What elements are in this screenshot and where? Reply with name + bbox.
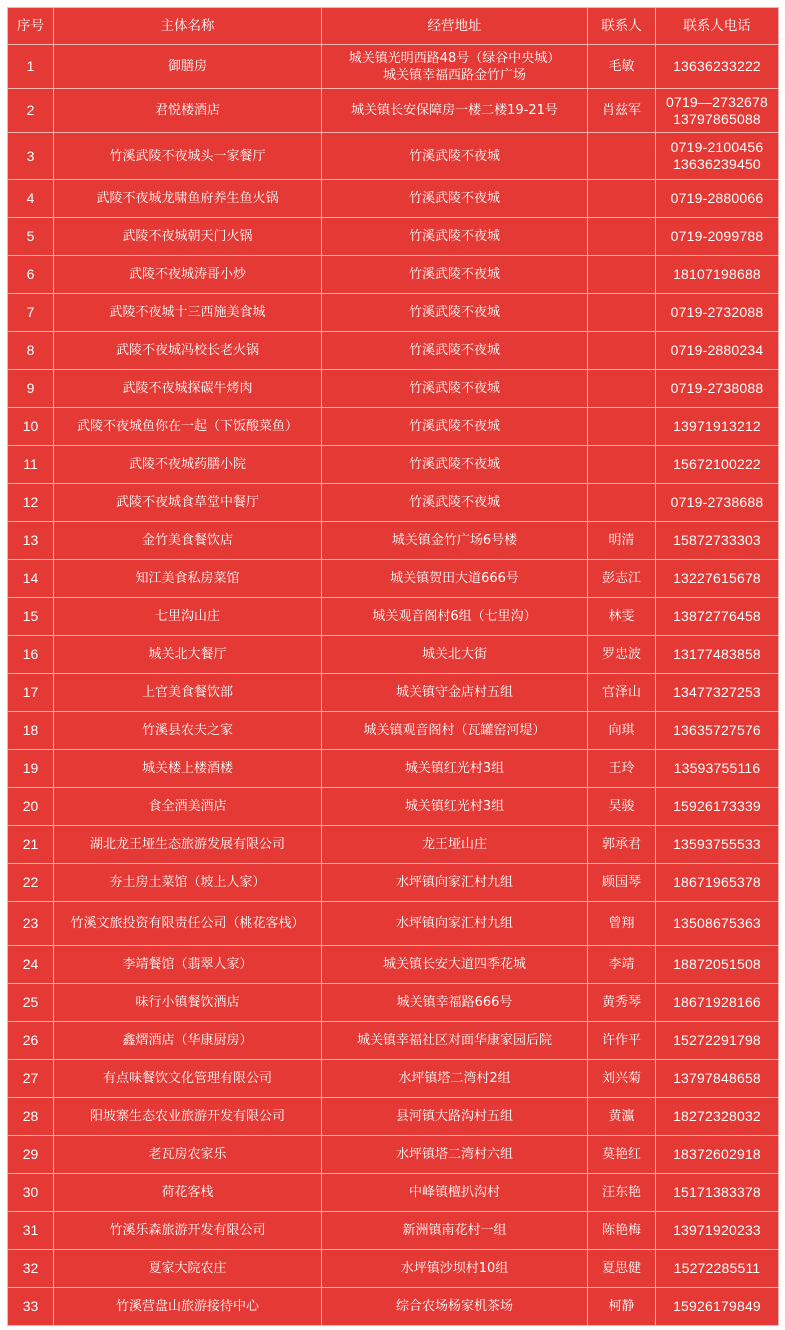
contact-phone-cell bbox=[656, 294, 779, 332]
contact-person-cell: 毛敏 bbox=[588, 45, 656, 89]
contact-person-cell: 黄秀琴 bbox=[588, 984, 656, 1022]
business-name-cell: 武陵不夜城龙啸鱼府养生鱼火锅 bbox=[54, 180, 322, 218]
address-line: 县河镇大路沟村五组 bbox=[395, 1109, 513, 1124]
address-line: 竹溪武陵不夜城 bbox=[408, 419, 500, 434]
row-number-cell: 5 bbox=[8, 218, 54, 256]
contact-phone-cell bbox=[656, 45, 779, 89]
table-row bbox=[8, 636, 779, 674]
contact-person-cell bbox=[588, 294, 656, 332]
phone-line: 0719-2880066 bbox=[670, 190, 764, 206]
contact-person-cell: 向琪 bbox=[588, 712, 656, 750]
business-name-cell: 阳坡寨生态农业旅游开发有限公司 bbox=[54, 1098, 322, 1136]
contact-phone-cell bbox=[656, 1136, 779, 1174]
phone-line: 0719-2099788 bbox=[670, 228, 764, 244]
header-address: 经营地址 bbox=[322, 8, 588, 45]
row-number-cell: 20 bbox=[8, 788, 54, 826]
address-line: 中峰镇檀扒沟村 bbox=[408, 1185, 500, 1200]
phone-line: 13797865088 bbox=[673, 110, 761, 127]
contact-phone-cell bbox=[656, 788, 779, 826]
business-name-cell: 上官美食餐饮部 bbox=[54, 674, 322, 712]
business-address-cell bbox=[322, 946, 588, 984]
restaurant-table-container bbox=[7, 7, 778, 1326]
header-phone: 联系人电话 bbox=[656, 8, 779, 45]
address-line: 竹溪武陵不夜城 bbox=[408, 495, 500, 510]
row-number-cell: 31 bbox=[8, 1212, 54, 1250]
address-line: 水坪镇向家汇村九组 bbox=[395, 916, 513, 931]
business-address-cell bbox=[322, 1098, 588, 1136]
contact-person-cell bbox=[588, 180, 656, 218]
table-row bbox=[8, 180, 779, 218]
address-line: 城关镇红光村3组 bbox=[404, 799, 505, 814]
business-name-cell: 鑫熠酒店（华康厨房） bbox=[54, 1022, 322, 1060]
contact-person-cell: 明清 bbox=[588, 522, 656, 560]
table-body bbox=[8, 45, 779, 1326]
restaurant-list-table bbox=[7, 7, 779, 1326]
table-row bbox=[8, 484, 779, 522]
business-name-cell: 七里沟山庄 bbox=[54, 598, 322, 636]
contact-person-cell: 陈艳梅 bbox=[588, 1212, 656, 1250]
contact-phone-cell bbox=[656, 636, 779, 674]
address-line: 竹溪武陵不夜城 bbox=[408, 305, 500, 320]
contact-phone-cell bbox=[656, 89, 779, 133]
business-address-cell bbox=[322, 89, 588, 133]
business-name-cell: 武陵不夜城朝天门火锅 bbox=[54, 218, 322, 256]
contact-person-cell bbox=[588, 332, 656, 370]
contact-phone-cell bbox=[656, 446, 779, 484]
phone-line: 13508675363 bbox=[673, 915, 761, 931]
contact-person-cell bbox=[588, 484, 656, 522]
table-row bbox=[8, 1288, 779, 1326]
address-line: 竹溪武陵不夜城 bbox=[408, 148, 500, 164]
table-row bbox=[8, 218, 779, 256]
table-row bbox=[8, 1060, 779, 1098]
address-line: 城关镇观音阁村（瓦罐窑河堤） bbox=[363, 723, 546, 738]
contact-person-cell: 郭承君 bbox=[588, 826, 656, 864]
address-line: 水坪镇向家汇村九组 bbox=[395, 875, 513, 890]
contact-phone-cell bbox=[656, 256, 779, 294]
address-line: 水坪镇沙坝村10组 bbox=[400, 1261, 509, 1276]
business-name-cell: 武陵不夜城食草堂中餐厅 bbox=[54, 484, 322, 522]
business-address-cell bbox=[322, 712, 588, 750]
contact-phone-cell bbox=[656, 370, 779, 408]
contact-person-cell: 许作平 bbox=[588, 1022, 656, 1060]
address-line: 龙王垭山庄 bbox=[421, 837, 487, 852]
table-row bbox=[8, 712, 779, 750]
phone-line: 13227615678 bbox=[673, 570, 761, 586]
business-address-cell bbox=[322, 1060, 588, 1098]
contact-person-cell bbox=[588, 256, 656, 294]
contact-phone-cell bbox=[656, 984, 779, 1022]
address-line: 竹溪武陵不夜城 bbox=[408, 229, 500, 244]
business-address-cell bbox=[322, 750, 588, 788]
contact-person-cell: 肖兹军 bbox=[588, 89, 656, 133]
table-row bbox=[8, 1098, 779, 1136]
row-number-cell: 24 bbox=[8, 946, 54, 984]
business-name-cell: 李靖餐馆（翡翠人家） bbox=[54, 946, 322, 984]
table-row bbox=[8, 674, 779, 712]
contact-phone-cell bbox=[656, 1250, 779, 1288]
table-row bbox=[8, 788, 779, 826]
address-line: 竹溪武陵不夜城 bbox=[408, 381, 500, 396]
phone-line: 18872051508 bbox=[673, 956, 761, 972]
contact-person-cell: 官泽山 bbox=[588, 674, 656, 712]
table-row bbox=[8, 370, 779, 408]
business-name-cell: 城关北大餐厅 bbox=[54, 636, 322, 674]
contact-phone-cell bbox=[656, 218, 779, 256]
business-address-cell bbox=[322, 446, 588, 484]
table-row bbox=[8, 446, 779, 484]
contact-phone-cell bbox=[656, 1098, 779, 1136]
contact-phone-cell bbox=[656, 180, 779, 218]
business-address-cell bbox=[322, 133, 588, 180]
contact-person-cell bbox=[588, 370, 656, 408]
contact-person-cell bbox=[588, 133, 656, 180]
contact-person-cell: 黄瀛 bbox=[588, 1098, 656, 1136]
address-line: 竹溪武陵不夜城 bbox=[408, 457, 500, 472]
table-row bbox=[8, 902, 779, 946]
phone-line: 15926179849 bbox=[673, 1298, 761, 1314]
business-address-cell bbox=[322, 636, 588, 674]
phone-line: 15272285511 bbox=[673, 1260, 761, 1276]
business-name-cell: 夏家大院农庄 bbox=[54, 1250, 322, 1288]
business-address-cell bbox=[322, 902, 588, 946]
address-line: 城关镇光明西路48号（绿谷中央城） bbox=[348, 50, 561, 66]
contact-phone-cell bbox=[656, 902, 779, 946]
contact-person-cell bbox=[588, 218, 656, 256]
phone-line: 13635727576 bbox=[673, 722, 761, 738]
phone-line: 18272328032 bbox=[673, 1108, 761, 1124]
row-number-cell: 2 bbox=[8, 89, 54, 133]
address-line: 城关镇长安保障房一楼二楼19-21号 bbox=[351, 103, 558, 118]
phone-line: 0719-2738688 bbox=[670, 494, 764, 510]
contact-phone-cell bbox=[656, 598, 779, 636]
phone-line: 15872733303 bbox=[673, 532, 761, 548]
business-address-cell bbox=[322, 484, 588, 522]
address-line: 城关镇幸福西路金竹广场 bbox=[382, 67, 526, 83]
contact-phone-cell bbox=[656, 674, 779, 712]
contact-phone-cell bbox=[656, 1060, 779, 1098]
row-number-cell: 26 bbox=[8, 1022, 54, 1060]
business-address-cell bbox=[322, 1212, 588, 1250]
row-number-cell: 17 bbox=[8, 674, 54, 712]
address-line: 水坪镇塔二湾村2组 bbox=[398, 1071, 511, 1086]
business-name-cell: 湖北龙王垭生态旅游发展有限公司 bbox=[54, 826, 322, 864]
business-address-cell bbox=[322, 218, 588, 256]
business-address-cell bbox=[322, 256, 588, 294]
business-name-cell: 竹溪营盘山旅游接待中心 bbox=[54, 1288, 322, 1326]
address-line: 竹溪武陵不夜城 bbox=[408, 267, 500, 282]
contact-person-cell: 彭志江 bbox=[588, 560, 656, 598]
phone-line: 18671928166 bbox=[673, 994, 761, 1010]
contact-phone-cell bbox=[656, 522, 779, 560]
table-row bbox=[8, 1250, 779, 1288]
contact-person-cell: 汪东艳 bbox=[588, 1174, 656, 1212]
header-name: 主体名称 bbox=[54, 8, 322, 45]
row-number-cell: 33 bbox=[8, 1288, 54, 1326]
row-number-cell: 23 bbox=[8, 902, 54, 946]
table-row bbox=[8, 560, 779, 598]
row-number-cell: 11 bbox=[8, 446, 54, 484]
row-number-cell: 10 bbox=[8, 408, 54, 446]
phone-line: 13872776458 bbox=[673, 608, 761, 624]
table-row bbox=[8, 984, 779, 1022]
address-line: 综合农场杨家机茶场 bbox=[395, 1299, 513, 1314]
business-name-cell: 竹溪文旅投资有限责任公司（桃花客栈） bbox=[54, 902, 322, 946]
business-name-cell: 知江美食私房菜馆 bbox=[54, 560, 322, 598]
business-address-cell bbox=[322, 864, 588, 902]
table-row bbox=[8, 522, 779, 560]
phone-line: 13636233222 bbox=[673, 58, 761, 74]
table-row bbox=[8, 89, 779, 133]
business-name-cell: 武陵不夜城涛哥小炒 bbox=[54, 256, 322, 294]
business-name-cell: 味行小镇餐饮酒店 bbox=[54, 984, 322, 1022]
business-name-cell: 有点味餐饮文化管理有限公司 bbox=[54, 1060, 322, 1098]
phone-line: 13971920233 bbox=[673, 1222, 761, 1238]
header-contact: 联系人 bbox=[588, 8, 656, 45]
address-line: 城关镇长安大道四季花城 bbox=[382, 957, 526, 972]
address-line: 竹溪武陵不夜城 bbox=[408, 191, 500, 206]
business-name-cell: 武陵不夜城药膳小院 bbox=[54, 446, 322, 484]
table-row bbox=[8, 598, 779, 636]
contact-phone-cell bbox=[656, 484, 779, 522]
row-number-cell: 29 bbox=[8, 1136, 54, 1174]
phone-line: 0719-2738088 bbox=[670, 380, 764, 396]
contact-phone-cell bbox=[656, 826, 779, 864]
contact-phone-cell bbox=[656, 712, 779, 750]
row-number-cell: 13 bbox=[8, 522, 54, 560]
table-row bbox=[8, 750, 779, 788]
contact-person-cell bbox=[588, 446, 656, 484]
address-line: 城关镇红光村3组 bbox=[404, 761, 505, 776]
business-address-cell bbox=[322, 826, 588, 864]
row-number-cell: 14 bbox=[8, 560, 54, 598]
phone-line: 18372602918 bbox=[673, 1146, 761, 1162]
table-row bbox=[8, 133, 779, 180]
row-number-cell: 18 bbox=[8, 712, 54, 750]
business-address-cell bbox=[322, 522, 588, 560]
business-address-cell bbox=[322, 984, 588, 1022]
business-name-cell: 老瓦房农家乐 bbox=[54, 1136, 322, 1174]
contact-person-cell: 刘兴菊 bbox=[588, 1060, 656, 1098]
business-address-cell bbox=[322, 1136, 588, 1174]
business-address-cell bbox=[322, 1250, 588, 1288]
address-line: 新洲镇南花村一组 bbox=[402, 1223, 507, 1238]
address-line: 城关镇守金店村五组 bbox=[395, 685, 513, 700]
business-address-cell bbox=[322, 1288, 588, 1326]
phone-line: 18671965378 bbox=[673, 874, 761, 890]
row-number-cell: 32 bbox=[8, 1250, 54, 1288]
contact-phone-cell bbox=[656, 332, 779, 370]
business-address-cell bbox=[322, 294, 588, 332]
table-row bbox=[8, 1212, 779, 1250]
contact-phone-cell bbox=[656, 560, 779, 598]
table-row bbox=[8, 1136, 779, 1174]
row-number-cell: 22 bbox=[8, 864, 54, 902]
header-num: 序号 bbox=[8, 8, 54, 45]
table-header-row bbox=[8, 8, 779, 45]
row-number-cell: 8 bbox=[8, 332, 54, 370]
row-number-cell: 19 bbox=[8, 750, 54, 788]
address-line: 水坪镇塔二湾村六组 bbox=[395, 1147, 513, 1162]
business-name-cell: 竹溪武陵不夜城头一家餐厅 bbox=[54, 133, 322, 180]
table-row bbox=[8, 826, 779, 864]
contact-person-cell: 曾翔 bbox=[588, 902, 656, 946]
row-number-cell: 30 bbox=[8, 1174, 54, 1212]
row-number-cell: 28 bbox=[8, 1098, 54, 1136]
address-line: 城关镇幸福路666号 bbox=[396, 995, 513, 1010]
business-address-cell bbox=[322, 180, 588, 218]
row-number-cell: 1 bbox=[8, 45, 54, 89]
phone-line: 13636239450 bbox=[673, 156, 761, 172]
phone-line: 13971913212 bbox=[673, 418, 761, 434]
business-name-cell: 武陵不夜城十三西施美食城 bbox=[54, 294, 322, 332]
contact-phone-cell bbox=[656, 1174, 779, 1212]
business-name-cell: 荷花客栈 bbox=[54, 1174, 322, 1212]
address-line: 城关观音阁村6组（七里沟） bbox=[372, 609, 537, 624]
business-address-cell bbox=[322, 370, 588, 408]
row-number-cell: 9 bbox=[8, 370, 54, 408]
phone-line: 13797848658 bbox=[673, 1070, 761, 1086]
business-address-cell bbox=[322, 1022, 588, 1060]
address-line: 城关北大街 bbox=[421, 647, 487, 662]
business-address-cell bbox=[322, 674, 588, 712]
phone-line: 15171383378 bbox=[673, 1184, 761, 1200]
table-row bbox=[8, 294, 779, 332]
phone-line: 0719-2880234 bbox=[670, 342, 764, 358]
contact-person-cell: 林雯 bbox=[588, 598, 656, 636]
business-address-cell bbox=[322, 598, 588, 636]
address-line: 竹溪武陵不夜城 bbox=[408, 343, 500, 358]
business-name-cell: 君悦楼酒店 bbox=[54, 89, 322, 133]
row-number-cell: 3 bbox=[8, 133, 54, 180]
phone-line: 15672100222 bbox=[673, 456, 761, 472]
phone-line: 15926173339 bbox=[673, 798, 761, 814]
contact-person-cell: 柯静 bbox=[588, 1288, 656, 1326]
contact-phone-cell bbox=[656, 133, 779, 180]
business-name-cell: 城关楼上楼酒楼 bbox=[54, 750, 322, 788]
business-address-cell bbox=[322, 408, 588, 446]
contact-person-cell: 李靖 bbox=[588, 946, 656, 984]
phone-line: 0719—2732678 bbox=[665, 93, 769, 110]
business-name-cell: 食全酒美酒店 bbox=[54, 788, 322, 826]
business-address-cell bbox=[322, 560, 588, 598]
table-row bbox=[8, 256, 779, 294]
business-name-cell: 御膳房 bbox=[54, 45, 322, 89]
contact-person-cell: 罗忠波 bbox=[588, 636, 656, 674]
row-number-cell: 21 bbox=[8, 826, 54, 864]
business-address-cell bbox=[322, 1174, 588, 1212]
address-line: 城关镇金竹广场6号楼 bbox=[391, 533, 518, 548]
business-address-cell bbox=[322, 332, 588, 370]
contact-person-cell: 顾国琴 bbox=[588, 864, 656, 902]
phone-line: 13477327253 bbox=[673, 684, 761, 700]
business-address-cell bbox=[322, 45, 588, 89]
contact-person-cell: 莫艳红 bbox=[588, 1136, 656, 1174]
business-name-cell: 金竹美食餐饮店 bbox=[54, 522, 322, 560]
row-number-cell: 7 bbox=[8, 294, 54, 332]
table-row bbox=[8, 1022, 779, 1060]
contact-phone-cell bbox=[656, 1212, 779, 1250]
business-name-cell: 武陵不夜城冯校长老火锅 bbox=[54, 332, 322, 370]
business-name-cell: 竹溪县农夫之家 bbox=[54, 712, 322, 750]
row-number-cell: 16 bbox=[8, 636, 54, 674]
phone-line: 0719-2732088 bbox=[670, 304, 764, 320]
address-line: 城关镇幸福社区对面华康家园后院 bbox=[356, 1033, 552, 1048]
table-row bbox=[8, 1174, 779, 1212]
contact-person-cell: 王玲 bbox=[588, 750, 656, 788]
contact-phone-cell bbox=[656, 1022, 779, 1060]
contact-phone-cell bbox=[656, 408, 779, 446]
contact-phone-cell bbox=[656, 1288, 779, 1326]
table-row bbox=[8, 408, 779, 446]
phone-line: 18107198688 bbox=[673, 266, 761, 282]
row-number-cell: 25 bbox=[8, 984, 54, 1022]
contact-phone-cell bbox=[656, 946, 779, 984]
contact-person-cell bbox=[588, 408, 656, 446]
table-row bbox=[8, 332, 779, 370]
phone-line: 0719-2100456 bbox=[670, 139, 764, 155]
business-name-cell: 武陵不夜城鱼你在一起（下饭酸菜鱼） bbox=[54, 408, 322, 446]
row-number-cell: 6 bbox=[8, 256, 54, 294]
row-number-cell: 27 bbox=[8, 1060, 54, 1098]
business-name-cell: 武陵不夜城探碳牛烤肉 bbox=[54, 370, 322, 408]
address-line: 城关镇贺田大道666号 bbox=[390, 571, 519, 586]
contact-phone-cell bbox=[656, 864, 779, 902]
table-row bbox=[8, 45, 779, 89]
business-name-cell: 夯土房土菜馆（坡上人家） bbox=[54, 864, 322, 902]
row-number-cell: 12 bbox=[8, 484, 54, 522]
business-address-cell bbox=[322, 788, 588, 826]
contact-person-cell: 吴骏 bbox=[588, 788, 656, 826]
row-number-cell: 4 bbox=[8, 180, 54, 218]
phone-line: 13177483858 bbox=[673, 646, 761, 662]
row-number-cell: 15 bbox=[8, 598, 54, 636]
business-name-cell: 竹溪乐森旅游开发有限公司 bbox=[54, 1212, 322, 1250]
phone-line: 15272291798 bbox=[673, 1032, 761, 1048]
contact-person-cell: 夏思健 bbox=[588, 1250, 656, 1288]
table-row bbox=[8, 864, 779, 902]
phone-line: 13593755533 bbox=[673, 836, 761, 852]
table-row bbox=[8, 946, 779, 984]
phone-line: 13593755116 bbox=[673, 760, 761, 776]
contact-phone-cell bbox=[656, 750, 779, 788]
